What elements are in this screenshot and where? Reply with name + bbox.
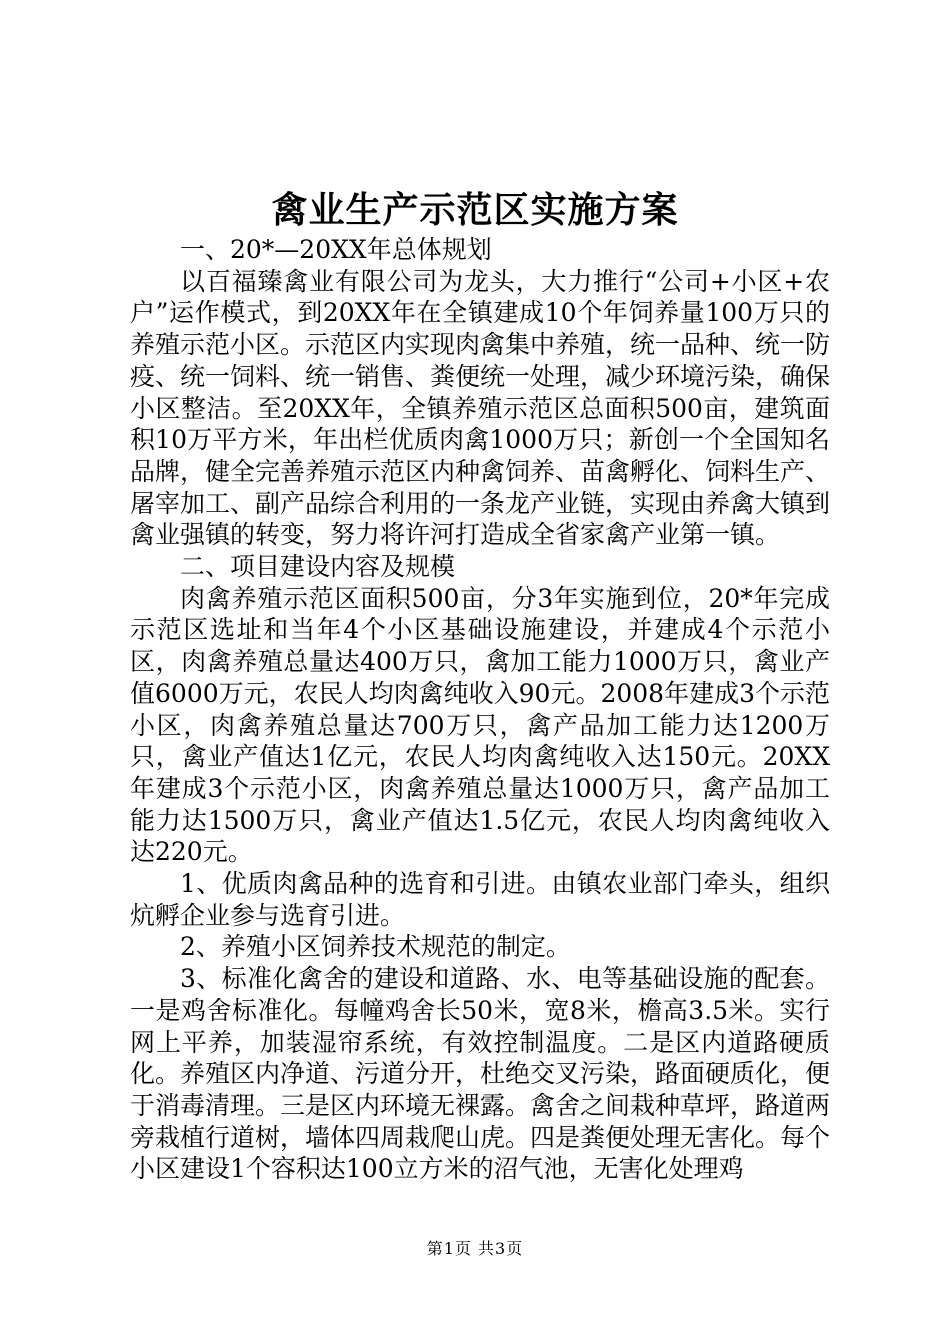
page-footer: 第1页 共3页 [426, 1239, 524, 1258]
paragraph-construction-scale: 肉禽养殖示范区面积500亩，分3年实施到位，20*年完成示范区选址和当年4个小区基础设施建设，并建成4个示范小区，肉禽养殖总量达400万只，禽加工能力1000万只，禽业产值6000万元，农民人均肉禽纯收入90元。2008年建成3个示范小区，肉禽养殖总量达700万只，禽产品加工能力达1200万只，禽业产值达1亿元，农民人均肉禽纯收入达150元。20XX年建成3个示范小区，肉禽养殖总量达1000万只，禽产品加工能力达1500万只，禽业产值达1.5亿元，农民人均肉禽纯收入达220元。 [130, 583, 830, 867]
paragraph-item-1: 1、优质肉禽品种的选育和引进。由镇农业部门牵头，组织炕孵企业参与选育引进。 [130, 869, 830, 930]
section-heading-2: 二、项目建设内容及规模 [180, 552, 456, 582]
document-body [130, 234, 830, 1185]
paragraph-item-2: 2、养殖小区饲养技术规范的制定。 [180, 932, 571, 962]
paragraph-overall-plan: 以百福臻禽业有限公司为龙头，大力推行“公司+小区+农户”运作模式，到20XX年在全镇建成10个年饲养量100万只的养殖示范小区。示范区内实现肉禽集中养殖，统一品种、统一防疫、统一饲料、统一销售、粪便统一处理，减少环境污染，确保小区整洁。至20XX年，全镇养殖示范区总面积500亩，建筑面积10万平方米，年出栏优质肉禽1000万只；新创一个全国知名品牌，健全完善养殖示范区内种禽饲养、苗禽孵化、饲料生产、屠宰加工、副产品综合利用的一条龙产业链，实现由养禽大镇到禽业强镇的转变，努力将许河打造成全省家禽产业第一镇。 [130, 266, 831, 550]
paragraph-item-3: 3、标准化禽舍的建设和道路、水、电等基础设施的配套。一是鸡舍标准化。每幢鸡舍长50米，宽8米，檐高3.5米。实行网上平养，加装湿帘系统，有效控制温度。二是区内道路硬质化。养殖区内净道、污道分开，杜绝交叉污染，路面硬质化，便于消毒清理。三是区内环境无裸露。禽舍之间栽种草坪，路道两旁栽植行道树，墙体四周栽爬山虎。四是粪便处理无害化。每个小区建设1个容积达100立方米的沼气池，无害化处理鸡 [130, 964, 831, 1184]
section-heading-1: 一、20*—20XX年总体规划 [180, 235, 492, 264]
document-title: 禽业生产示范区实施方案 [271, 189, 679, 231]
